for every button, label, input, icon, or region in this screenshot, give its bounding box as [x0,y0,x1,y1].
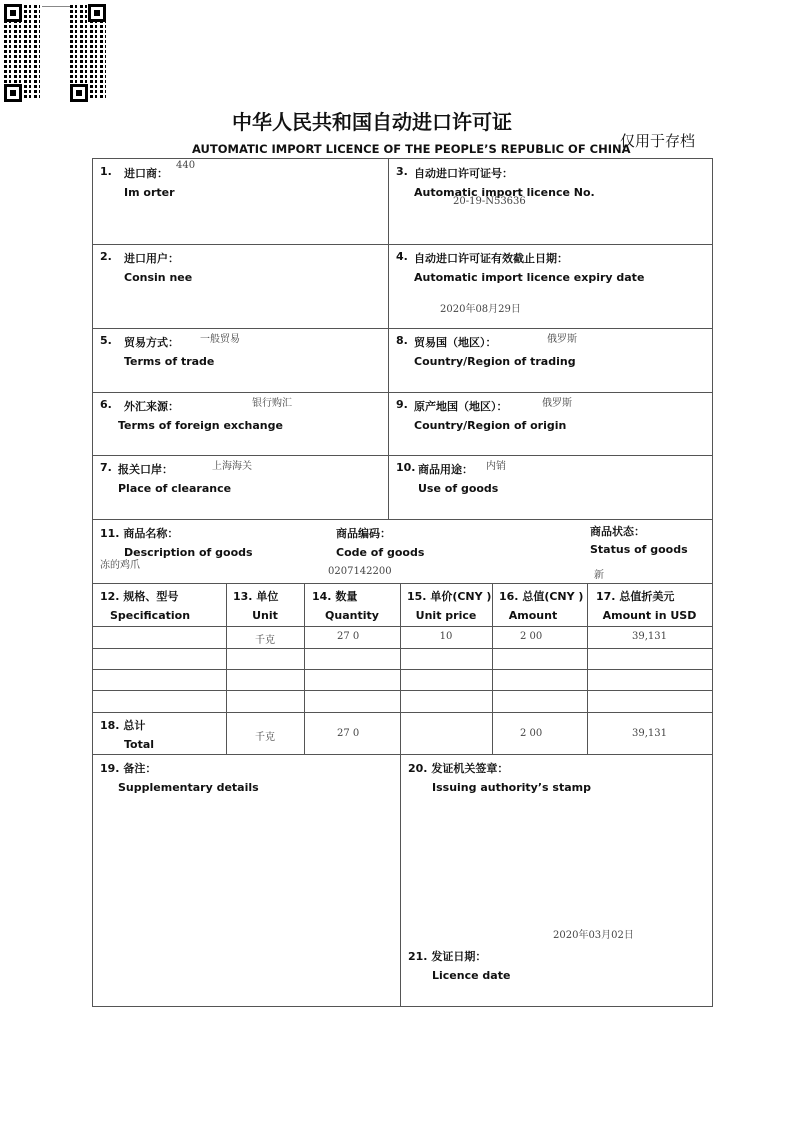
total-unit: 千克 [255,732,275,743]
f5-value: 一般贸易 [200,334,240,345]
f11-label-cn: 11. 商品名称： [100,527,179,540]
row-price: 10 [439,631,453,642]
f6-no: 6. [100,398,112,411]
f3-value: 20-19-N53636 [453,196,526,207]
f5-label-cn: 贸易方式： [124,336,179,349]
f21-label-en: Licence date [432,969,511,982]
f7-no: 7. [100,461,112,474]
f10-no: 10. [396,461,416,474]
f21-label-cn: 21. 发证日期： [408,950,487,963]
f20-label-cn: 20. 发证机关签章： [408,762,509,775]
f9-label-en: Country/Region of origin [414,419,567,432]
f6-label-cn: 外汇来源： [124,400,179,413]
col-spec-en: Specification [109,609,191,622]
code-label-en: Code of goods [336,546,425,559]
f3-label-cn: 自动进口许可证号： [414,167,513,180]
f1-value: 440 [176,160,196,171]
f19-label-en: Supplementary details [118,781,259,794]
col-qty-cn: 14. 数量 [312,590,358,603]
code-value: 0207142200 [328,566,392,577]
f4-no: 4. [396,250,408,263]
code-label-cn: 商品编码： [336,527,391,540]
f11-label-en: Description of goods [124,546,253,559]
title-en: AUTOMATIC IMPORT LICENCE OF THE PEOPLE’S REPUBLIC OF CHINA [192,142,631,156]
col-qty-en: Quantity [325,609,379,622]
f5-no: 5. [100,334,112,347]
total-amount: 2 00 [520,728,543,739]
f3-no: 3. [396,165,408,178]
archive-note: 仅用于存档 [620,132,696,150]
col-spec-cn: 12. 规格、型号 [100,590,179,603]
row-unit: 千克 [255,635,275,646]
f1-label-en: Im orter [124,186,175,199]
f10-label-en: Use of goods [418,482,499,495]
f21-value: 2020年03月02日 [553,930,634,941]
f7-value: 上海海关 [212,461,252,472]
qr-code-2 [70,4,106,102]
total-qty: 27 0 [337,728,360,739]
status-label-en: Status of goods [590,543,688,556]
f7-label-cn: 报关口岸： [118,463,173,476]
f9-no: 9. [396,398,408,411]
f9-value: 俄罗斯 [542,398,572,409]
f5-label-en: Terms of trade [124,355,215,368]
row-qty: 27 0 [337,631,360,642]
qr-code-1 [4,4,42,102]
col-amount-cn: 16. 总值(CNY ) [499,590,584,603]
total-usd: 39,131 [632,728,667,739]
f2-label-en: Consin nee [124,271,193,284]
col-unit-cn: 13. 单位 [233,590,279,603]
f11-value: 冻的鸡爪 [100,560,140,571]
f1-label-cn: 进口商： [124,167,168,180]
f1-no: 1. [100,165,112,178]
f9-label-cn: 原产地国（地区）： [414,400,508,413]
col-price-en: Unit price [415,609,477,622]
col-amount-en: Amount [508,609,558,622]
col-usd-cn: 17. 总值折美元 [596,590,675,603]
f10-value: 内销 [486,461,506,472]
f6-label-en: Terms of foreign exchange [118,419,283,432]
f2-no: 2. [100,250,112,263]
col-usd-en: Amount in USD [602,609,697,622]
f7-label-en: Place of clearance [118,482,232,495]
col-unit-en: Unit [252,609,278,622]
total-label-en: Total [124,738,155,751]
status-value: 新 [594,570,604,581]
f8-no: 8. [396,334,408,347]
f3-label-en: Automatic import licence No. [414,186,595,199]
f6-value: 银行购汇 [252,398,292,409]
f4-label-cn: 自动进口许可证有效截止日期： [414,252,568,265]
f4-label-en: Automatic import licence expiry date [414,271,645,284]
f20-label-en: Issuing authority’s stamp [432,781,591,794]
f8-label-cn: 贸易国（地区）： [414,336,497,349]
f8-label-en: Country/Region of trading [414,355,576,368]
f2-label-cn: 进口用户： [124,252,179,265]
row-amount: 2 00 [520,631,543,642]
f10-label-cn: 商品用途： [418,463,473,476]
f8-value: 俄罗斯 [547,334,577,345]
status-label-cn: 商品状态： [590,525,645,538]
f4-value: 2020年08月29日 [440,304,521,315]
col-price-cn: 15. 单价(CNY ) [407,590,492,603]
total-label-cn: 18. 总计 [100,719,146,732]
f19-label-cn: 19. 备注： [100,762,157,775]
row-usd: 39,131 [632,631,667,642]
title-cn: 中华人民共和国自动进口许可证 [232,110,512,134]
qr-connector [42,6,70,7]
